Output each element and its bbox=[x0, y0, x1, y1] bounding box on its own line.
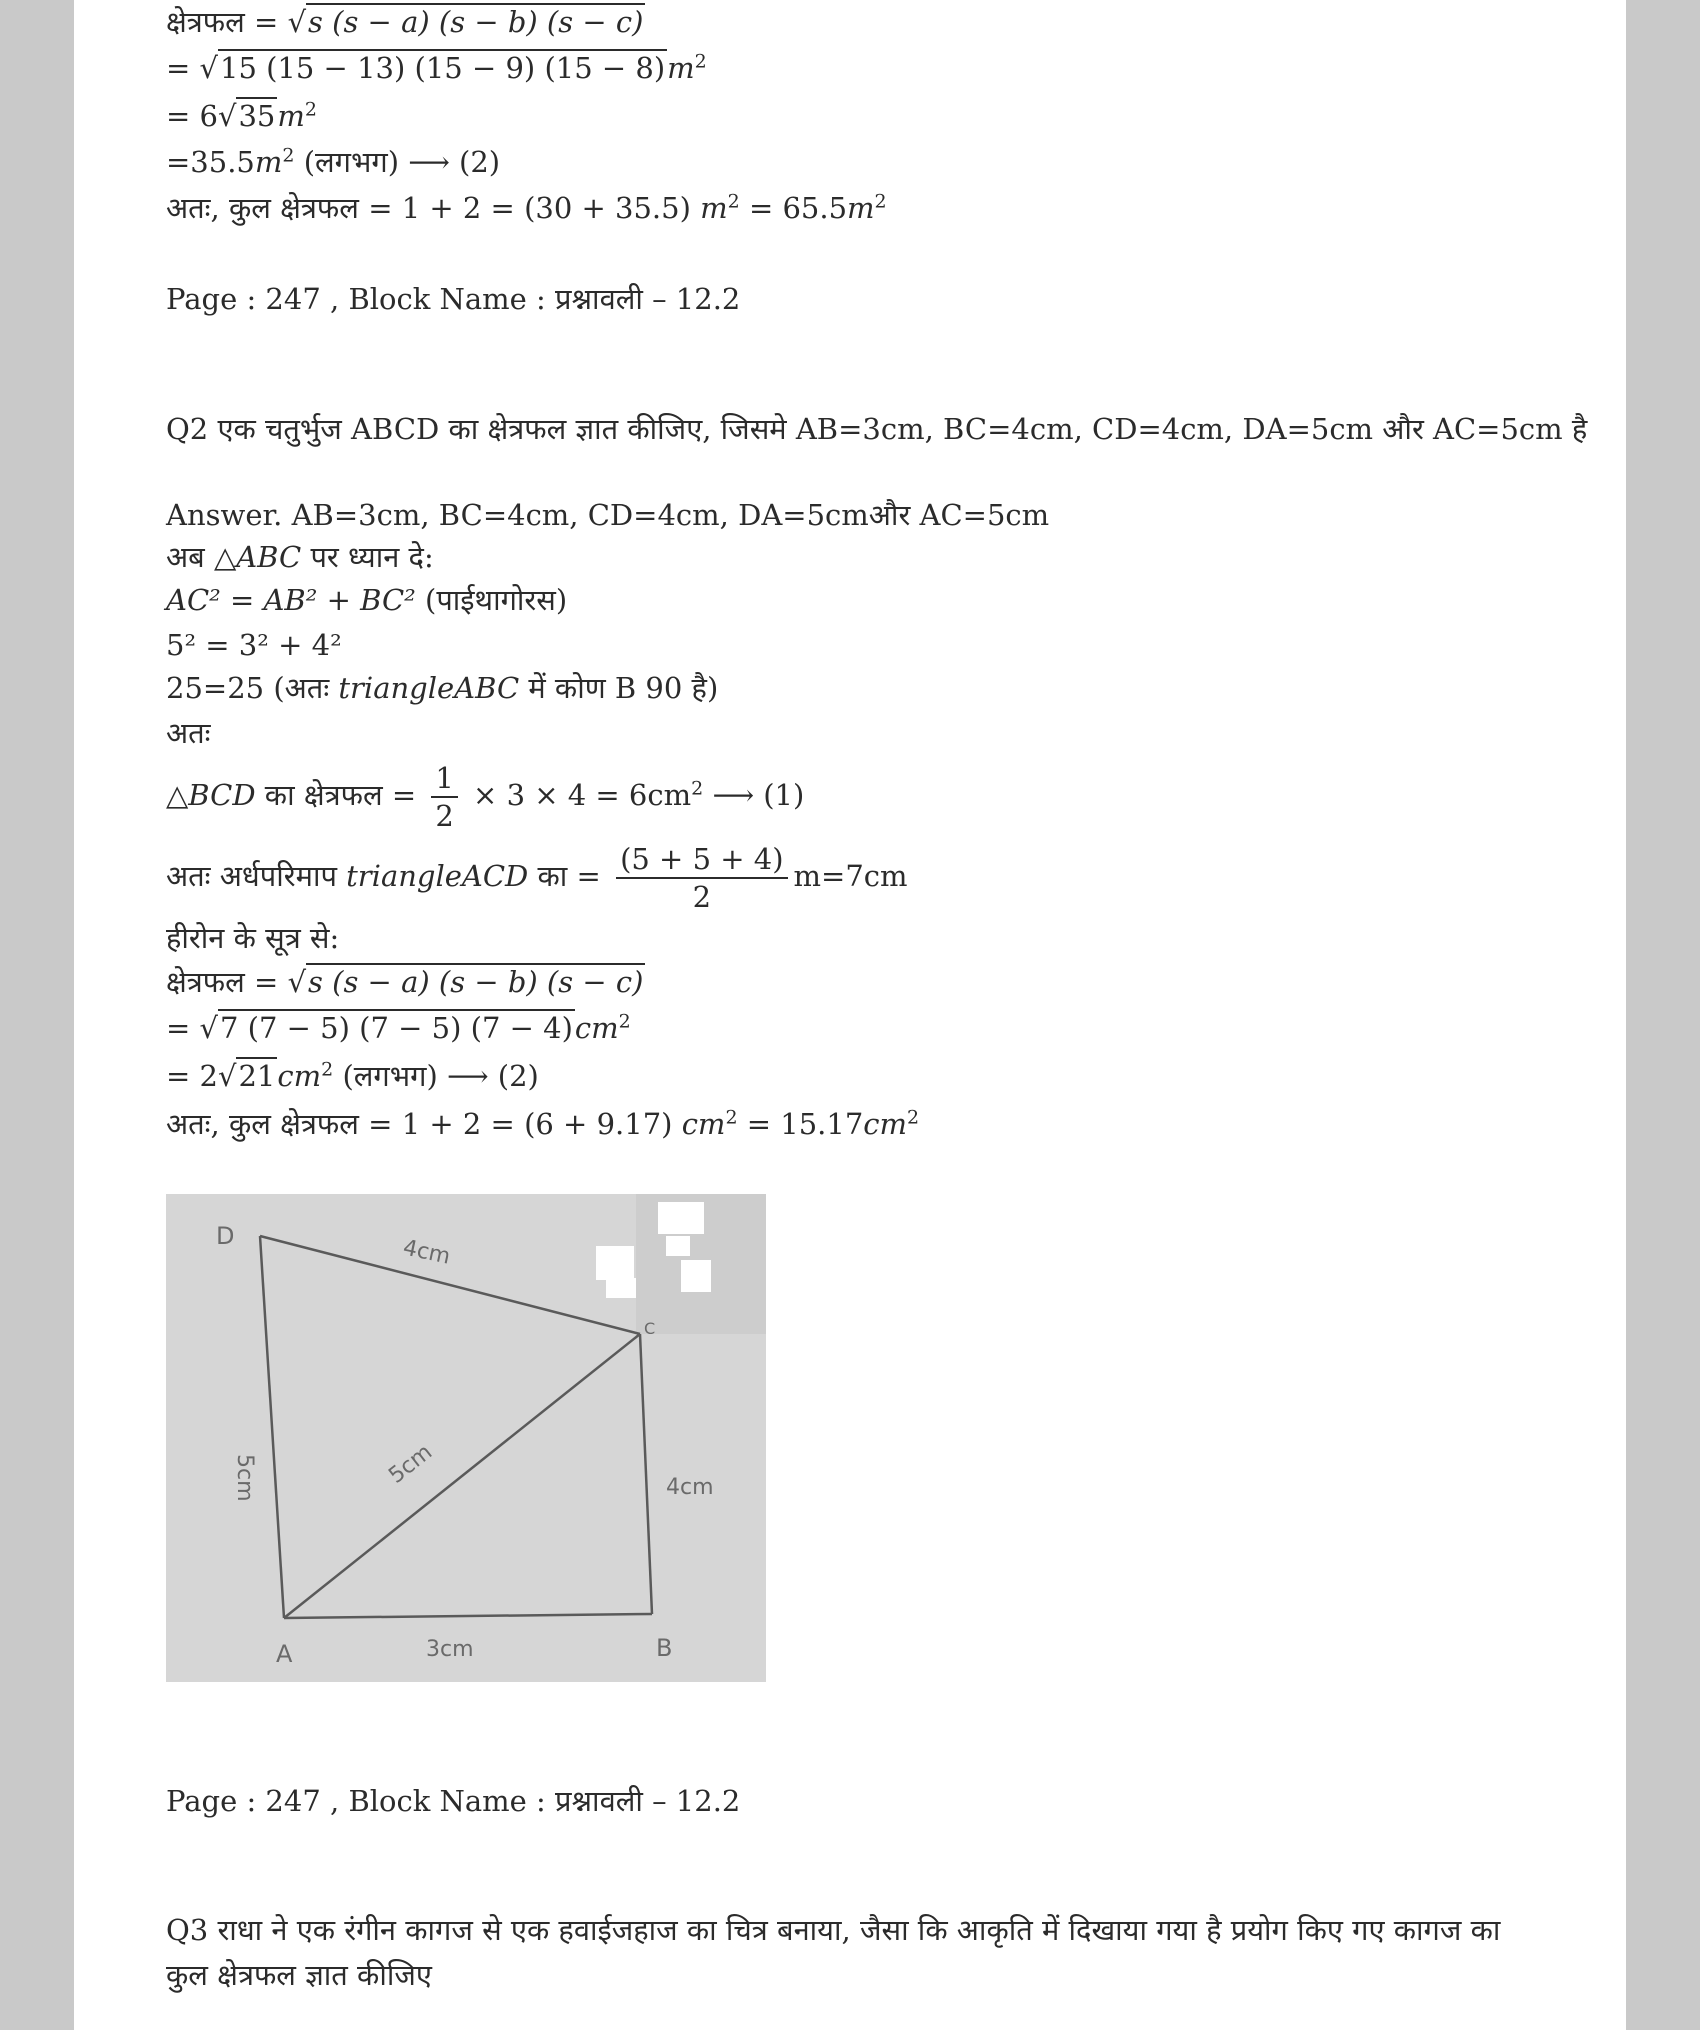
vertex-d-label: D bbox=[216, 1222, 235, 1250]
side-bc-label: 4cm bbox=[666, 1475, 714, 1500]
result-coefficient: 2 bbox=[199, 1059, 218, 1093]
calc-expression: 7 (7 − 5) (7 − 5) (7 − 4) bbox=[220, 1011, 573, 1045]
side-ac-label: 5cm bbox=[384, 1439, 438, 1489]
vertex-a-label: A bbox=[276, 1640, 293, 1668]
verify-line bbox=[166, 668, 718, 708]
result-coefficient: 6 bbox=[199, 99, 218, 133]
quadrilateral-diagram bbox=[166, 1194, 766, 1682]
total-line-2: अतः, कुल क्षेत्रफल = 1 + 2 = (6 + 9.17) $cm^2 = 15.17cm^2$ bbox=[166, 1106, 920, 1141]
unit: cm bbox=[863, 1107, 908, 1141]
heron-formula: s (s − a) (s − b) (s − c) bbox=[308, 5, 644, 39]
photo-whiteout bbox=[596, 1246, 634, 1280]
semi-label: का = bbox=[528, 859, 611, 893]
photo-whiteout bbox=[606, 1278, 636, 1298]
result-radicand: 21 bbox=[238, 1059, 276, 1093]
total-line-1: अतः, कुल क्षेत्रफल = 1 + 2 = (30 + 35.5) $m^2 = 65.5m^2$ bbox=[166, 190, 887, 225]
therefore-line: अतः bbox=[166, 716, 211, 750]
total-prefix: अतः, कुल क्षेत्रफल bbox=[166, 191, 359, 225]
approx-word: (लगभग) bbox=[342, 1059, 438, 1093]
bcd-calc: × 3 × 4 = 6cm bbox=[473, 778, 692, 812]
pythagoras-line bbox=[166, 580, 567, 620]
bcd-label: का क्षेत्रफल = bbox=[255, 778, 426, 812]
unit: m bbox=[847, 191, 875, 225]
unit: cm bbox=[681, 1107, 726, 1141]
calc-expression: 15 (15 − 13) (15 − 9) (15 − 8) bbox=[220, 51, 666, 85]
bcd-area-line: △BCD का क्षेत्रफल = $\frac{1}{2}$ × $3 \times 4 = 6cm^2$ ⟶ (1) bbox=[166, 761, 805, 833]
answer-intro: Answer. AB=3cm, BC=4cm, CD=4cm, DA=5cmऔर AC=5cm bbox=[166, 498, 1050, 532]
triangle-bcd: △BCD bbox=[166, 778, 256, 812]
unit: m bbox=[277, 99, 305, 133]
heron-formula-line-2: क्षेत्रफल = √s (s − a) (s − b) (s − c) bbox=[166, 965, 644, 999]
semi-result: m=7cm bbox=[793, 859, 908, 893]
photo-whiteout bbox=[681, 1260, 711, 1292]
triangle-abc: △ABC bbox=[213, 540, 302, 574]
result-radicand: 35 bbox=[238, 99, 276, 133]
page-reference: Page : 247 , Block Name : प्रश्नावली – 12.2 bbox=[166, 282, 741, 316]
unit: m bbox=[667, 51, 695, 85]
total-expression: = 1 + 2 = (6 + 9.17) bbox=[358, 1107, 682, 1141]
unit: cm bbox=[277, 1059, 322, 1093]
semi-perimeter-line bbox=[166, 833, 908, 919]
total-result: = 15.17 bbox=[737, 1107, 864, 1141]
total-prefix: अतः, कुल क्षेत्रफल bbox=[166, 1107, 359, 1141]
page-reference-2: Page : 247 , Block Name : प्रश्नावली – 12.2 bbox=[166, 1784, 741, 1818]
equation-ref: ⟶ (1) bbox=[712, 778, 805, 812]
calc-line-1: = √15 (15 − 13) (15 − 9) $(15 - 8)m^2$ bbox=[166, 50, 707, 85]
heron-formula-line: क्षेत्रफल = √s (s − a) (s − b) (s − c) bbox=[166, 5, 644, 39]
quadrilateral-photo bbox=[166, 1194, 766, 1682]
side-ab-label: 3cm bbox=[426, 1637, 474, 1662]
side-cd-label: 4cm bbox=[400, 1235, 453, 1270]
fraction-denominator: 2 bbox=[435, 799, 454, 833]
verify-suffix: में कोण B 90 है) bbox=[519, 671, 719, 705]
approx-word: (लगभग) bbox=[303, 145, 400, 179]
question-3-line-2: कुल क्षेत्रफल ज्ञात कीजिए bbox=[166, 1958, 432, 1992]
pythagoras-label: (पाईथागोरस) bbox=[425, 583, 568, 617]
photo-whiteout bbox=[666, 1236, 690, 1256]
unit: m bbox=[254, 145, 283, 179]
heron-intro: हीरोन के सूत्र से: bbox=[166, 921, 340, 955]
approx-value: =35.5 bbox=[166, 145, 255, 179]
area-label: क्षेत्रफल bbox=[166, 965, 245, 999]
unit: m bbox=[700, 191, 728, 225]
consider-suffix: पर ध्यान दे: bbox=[301, 540, 434, 574]
pythagoras-expression: AC² = AB² + BC² bbox=[166, 583, 416, 617]
question-3-line-1: Q3 राधा ने एक रंगीन कागज से एक हवाईजहाज का चित्र बनाया, जैसा कि आकृति में दिखाया गया है प्रयोग किए गए कागज का bbox=[166, 1913, 1501, 1947]
unit: cm bbox=[574, 1011, 619, 1045]
result-line-2: = $2√21cm^2$ (लगभग) ⟶ (2) bbox=[166, 1058, 539, 1093]
half-fraction bbox=[431, 760, 457, 834]
triangle-acd-word: triangleACD bbox=[346, 859, 529, 893]
result-line-1: = $6√35m^2$ bbox=[166, 98, 317, 133]
semi-fraction bbox=[616, 841, 787, 915]
semi-prefix: अतः अर्धपरिमाप bbox=[166, 859, 347, 893]
total-result: = 65.5 bbox=[739, 191, 848, 225]
equation-ref: ⟶ (2) bbox=[447, 1059, 539, 1093]
photo-whiteout bbox=[658, 1202, 704, 1234]
question-2: Q2 एक चतुर्भुज ABCD का क्षेत्रफल ज्ञात कीजिए, जिसमे AB=3cm, BC=4cm, CD=4cm, DA=5cm और AC=5cm है bbox=[166, 412, 1588, 446]
squares-line: 5² = 3² + 4² bbox=[166, 628, 342, 662]
document-page bbox=[74, 0, 1626, 2030]
total-expression: = 1 + 2 = (30 + 35.5) bbox=[368, 191, 701, 225]
equation-ref: (2) bbox=[459, 145, 501, 179]
fraction-denominator: 2 bbox=[692, 880, 712, 914]
triangle-abc-word: triangleABC bbox=[338, 671, 520, 705]
verify-prefix: 25=25 (अतः bbox=[166, 671, 339, 705]
area-label: क्षेत्रफल bbox=[166, 5, 245, 39]
fraction-numerator: 1 bbox=[431, 760, 457, 798]
vertex-b-label: B bbox=[656, 1634, 673, 1662]
calc-line-2: = √7 (7 − 5) (7 − 5) $(7 - 4)cm^2$ bbox=[166, 1010, 631, 1045]
heron-formula: s (s − a) (s − b) (s − c) bbox=[308, 965, 644, 999]
approx-line-1: $=35.5m^2$ (लगभग) ⟶ (2) bbox=[166, 144, 501, 179]
consider-prefix: अब bbox=[166, 540, 214, 574]
fraction-numerator: (5 + 5 + 4) bbox=[616, 841, 787, 879]
side-da-label: 5cm bbox=[232, 1454, 257, 1502]
vertex-c-label: C bbox=[644, 1319, 656, 1338]
consider-line bbox=[166, 537, 434, 577]
